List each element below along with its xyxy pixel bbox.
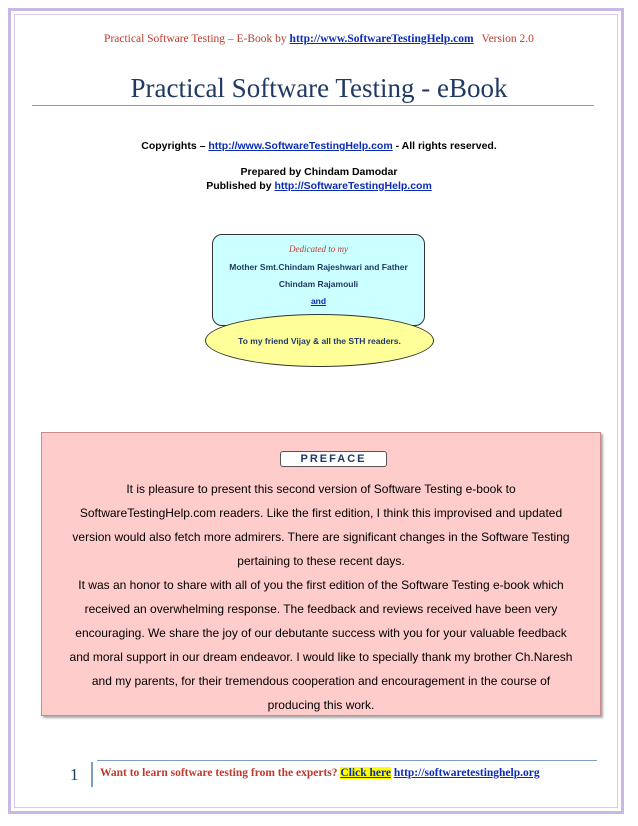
preface-line: producing this work. — [267, 698, 375, 712]
friend-dedication-oval — [205, 314, 434, 367]
dedication-line-2: Chindam Rajamouli — [278, 279, 359, 289]
preface-line: and my parents, for their tremendous cooperation and encouragement in the course of — [91, 674, 551, 688]
dedication-box — [212, 234, 425, 326]
copyright-suffix: - All rights reserved. — [392, 140, 497, 152]
preface-line: It was an honor to share with all of you the first edition of the Software Testing e-book which — [78, 578, 564, 592]
friend-dedication-text: To my friend Vijay & all the STH readers. — [238, 335, 401, 346]
page-number: 1 — [70, 765, 79, 784]
footer-divider — [97, 760, 597, 761]
published-by — [0, 180, 638, 192]
click-here-link[interactable]: Click here — [340, 767, 391, 779]
running-header — [0, 33, 638, 45]
preface-line: It is pleasure to present this second version of Software Testing e-book to — [126, 482, 516, 496]
preface-line: received an overwhelming response. The feedback and reviews received have been very — [84, 602, 558, 616]
header-link[interactable]: http://www.SoftwareTestingHelp.com — [289, 33, 474, 45]
dedication-line-1: Mother Smt.Chindam Rajeshwari and Father — [229, 262, 408, 272]
preface-line: SoftwareTestingHelp.com readers. Like the first edition, I think this improvised and updated — [79, 506, 563, 520]
dedication-label: Dedicated to my — [289, 244, 348, 254]
preface-heading: PREFACE — [280, 451, 387, 467]
published-link[interactable]: http://SoftwareTestingHelp.com — [274, 180, 432, 192]
footer-promo-text: Want to learn software testing from the experts? — [100, 767, 341, 779]
header-version: Version 2.0 — [481, 33, 534, 45]
published-prefix: Published by — [206, 180, 275, 192]
footer-vertical-rule — [91, 762, 93, 787]
preface-line: pertaining to these recent days. — [237, 554, 405, 568]
footer-promo — [100, 767, 540, 779]
copyright-prefix: Copyrights – — [141, 140, 209, 152]
copyright-line — [0, 140, 638, 152]
preface-text — [46, 477, 596, 717]
prepared-by: Prepared by Chindam Damodar — [240, 166, 398, 178]
preface-line: version would also fetch more admirers. There are significant changes in the Software Testing — [72, 530, 570, 544]
title-divider — [32, 105, 594, 106]
preface-line: and moral support in our dream endeavor. I would like to specially thank my brother Ch.Naresh — [69, 650, 573, 664]
header-prefix: Practical Software Testing – E-Book by — [104, 33, 290, 45]
copyright-link[interactable]: http://www.SoftwareTestingHelp.com — [208, 140, 393, 152]
page-title: Practical Software Testing - eBook — [130, 73, 508, 103]
preface-box — [41, 432, 601, 716]
footer-link[interactable]: http://softwaretestinghelp.org — [393, 767, 540, 779]
preface-line: encouraging. We share the joy of our debutante success with you for your valuable feedback — [75, 626, 567, 640]
dedication-and: and — [310, 296, 327, 306]
